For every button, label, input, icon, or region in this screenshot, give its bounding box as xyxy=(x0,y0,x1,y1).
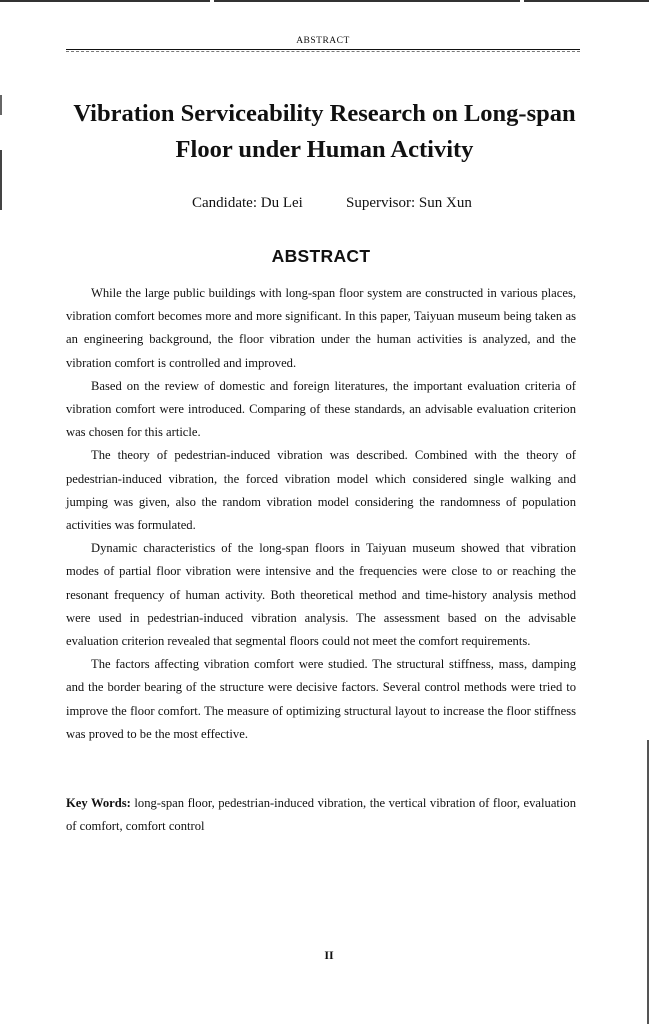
scan-border-top xyxy=(0,0,649,2)
candidate-name: Candidate: Du Lei xyxy=(192,195,303,211)
header-rule xyxy=(66,49,580,50)
abstract-heading: ABSTRACT xyxy=(271,246,371,266)
abstract-paragraph-3: The theory of pedestrian-induced vibration was described. Combined with the theory of pedestrian-induced vibration, the forced vibration model which considered single walking and jumping was given, also the random vibration model considering the randomness of population activities was formulated. xyxy=(66,448,576,533)
abstract-paragraph-1: While the large public buildings with long-span floor system are constructed in various places, vibration comfort becomes more and more significant. In this paper, Taiyuan museum being taken as an engineering background, the floor vibration under the human activities is analyzed, and the vibration comfort is controlled and improved. xyxy=(66,286,576,370)
keywords-block xyxy=(66,792,576,838)
keywords-label: Key Words: xyxy=(66,796,131,810)
abstract-paragraph-4: Dynamic characteristics of the long-span floors in Taiyuan museum showed that vibration modes of partial floor vibration were intensive and the frequencies were close to or reaching the resonant frequency of human activity. Both theoretical method and time-history analysis method were used in pedestrian-induced vibration analysis. The assessment based on the advisable evaluation criterion revealed that segmental floors could not meet the comfort requirements. xyxy=(66,541,576,649)
keywords-text: long-span floor, pedestrian-induced vibration, the vertical vibration of floor, evaluation of comfort, comfort control xyxy=(66,796,576,834)
paper-title-line-2: Floor under Human Activity xyxy=(175,136,474,163)
supervisor-name: Supervisor: Sun Xun xyxy=(346,195,472,211)
paper-title-line-1: Vibration Serviceability Research on Long-span xyxy=(73,100,576,127)
abstract-body xyxy=(66,282,576,746)
page-number: II xyxy=(324,948,334,962)
paper-title xyxy=(40,96,609,168)
scan-edge-mark-left-upper xyxy=(0,95,2,115)
abstract-paragraph-2: Based on the review of domestic and foreign literatures, the important evaluation criteria of vibration comfort were introduced. Comparing of these standards, an advisable evaluation criterion was chosen for this article. xyxy=(66,378,576,440)
running-head: ABSTRACT xyxy=(296,36,350,46)
abstract-paragraph-5: The factors affecting vibration comfort were studied. The structural stiffness, mass, damping and the border bearing of the structure were decisive factors. Several control methods were tried to improve the floor comfort. The measure of optimizing structural layout to increase the floor stiffness was proved to be the most effective. xyxy=(66,657,576,741)
header-rule-secondary xyxy=(66,51,580,52)
author-line xyxy=(0,195,649,215)
